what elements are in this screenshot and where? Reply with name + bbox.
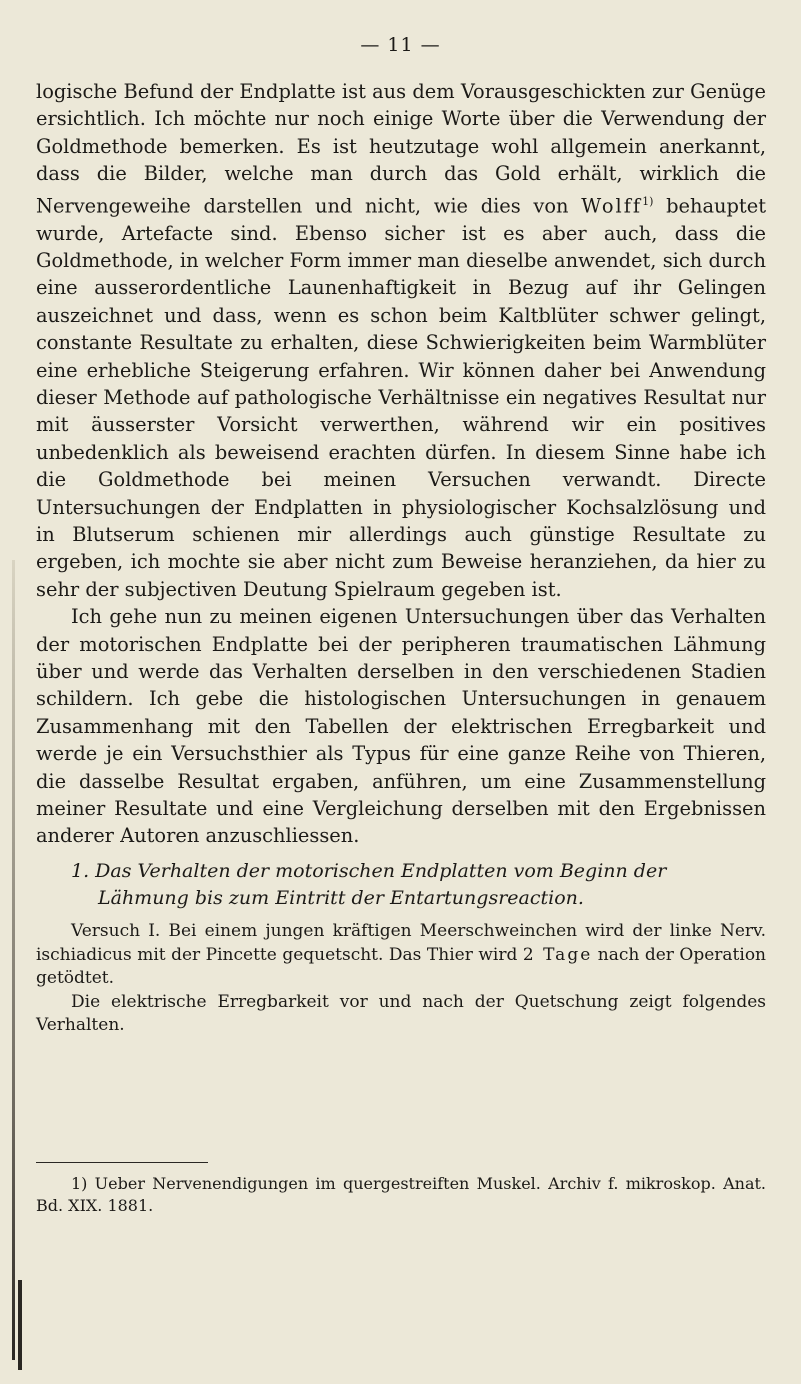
footnote-text: 1) Ueber Nervenendigungen im quergestreiften Muskel. Archiv f. mikroskop. Anat. Bd. XIX. 1881.	[36, 1174, 766, 1215]
experiment-paragraph-1	[36, 920, 766, 991]
experiment-days: 2 Tage	[522, 944, 593, 965]
paragraph-1-text: logische Befund der Endplatte ist aus dem Vorausgeschickten zur Genüge ersichtlich. Ich möchte nur noch einige Worte über die Verwendung der Goldmethode bemerken. Es ist heutzutage wohl allgemein anerkannt, dass die Bilder, welche man durch das Gold erhält, wirklich die Nervengeweihe darstellen und nicht, wie dies von	[36, 80, 766, 218]
experiment-text	[36, 920, 766, 1038]
paragraph-1	[36, 78, 766, 603]
section-heading	[36, 858, 766, 912]
section-heading-line-1: 1. Das Verhalten der motorischen Endplatten vom Beginn der	[71, 860, 667, 882]
paragraph-2: Ich gehe nun zu meinen eigenen Untersuchungen über das Verhalten der motorischen Endplatte bei der peripheren traumatischen Lähmung über und werde das Verhalten derselben in den verschiedenen Stadien schildern. Ich gebe die histologischen Untersuchungen in genauem Zusammenhang mit den Tabellen der elektrischen Erregbarkeit und werde je ein Versuchsthier als Typus für eine ganze Reihe von Thieren, die dasselbe Resultat ergaben, anführen, um eine Zusammenstellung meiner Resultate und eine Vergleichung derselben mit den Ergebnissen anderer Autoren anzuschliessen.	[36, 605, 766, 848]
footnote	[36, 1173, 766, 1217]
binding-shadow	[12, 560, 15, 1360]
experiment-text-2: nach der Operation getödtet.	[36, 944, 767, 989]
binding-edge	[18, 1280, 22, 1370]
paragraph-1-continuation: behauptet wurde, Artefacte sind. Ebenso sicher ist es aber auch, dass die Goldmethode, in welcher Form immer man dieselbe anwendet, sich durch eine ausserordentliche Launenhaftigkeit in Bezug auf ihr Gelingen auszeichnet und dass, wenn es schon beim Kaltblüter schwer gelingt, constante Resultate zu erhalten, diese Schwierigkeiten beim Warmblüter eine erhebliche Steigerung erfahren. Wir können daher bei Anwendung dieser Methode auf pathologische Verhältnisse ein negatives Resultat nur mit äusserster Vorsicht verwerthen, während wir ein positives unbedenklich als beweisend erachten dürfen. In diesem Sinne habe ich die Goldmethode bei meinen Versuchen verwandt. Directe Untersuchungen der Endplatten in physiologischer Kochsalzlösung und in Blutserum schienen mir allerdings auch günstige Resultate zu ergeben, ich mochte sie aber nicht zum Beweise heranziehen, da hier zu sehr der subjectiven Deutung Spielraum gegeben ist.	[36, 194, 766, 601]
experiment-paragraph-2: Die elektrische Erregbarkeit vor und nach der Quetschung zeigt folgendes Verhalten.	[36, 991, 766, 1036]
page-number: — 11 —	[360, 34, 441, 56]
footnote-divider	[36, 1162, 208, 1163]
section-heading-line-2: Lähmung bis zum Eintritt der Entartungsreaction.	[98, 887, 584, 909]
body-text	[36, 78, 766, 850]
experiment-text-1: Versuch I. Bei einem jungen kräftigen Meerschweinchen wird der linke Nerv. ischiadicus mit der Pincette gequetscht. Das Thier wird	[36, 921, 766, 965]
author-name: Wolff	[581, 194, 643, 218]
footnote-marker: 1)	[642, 194, 654, 208]
